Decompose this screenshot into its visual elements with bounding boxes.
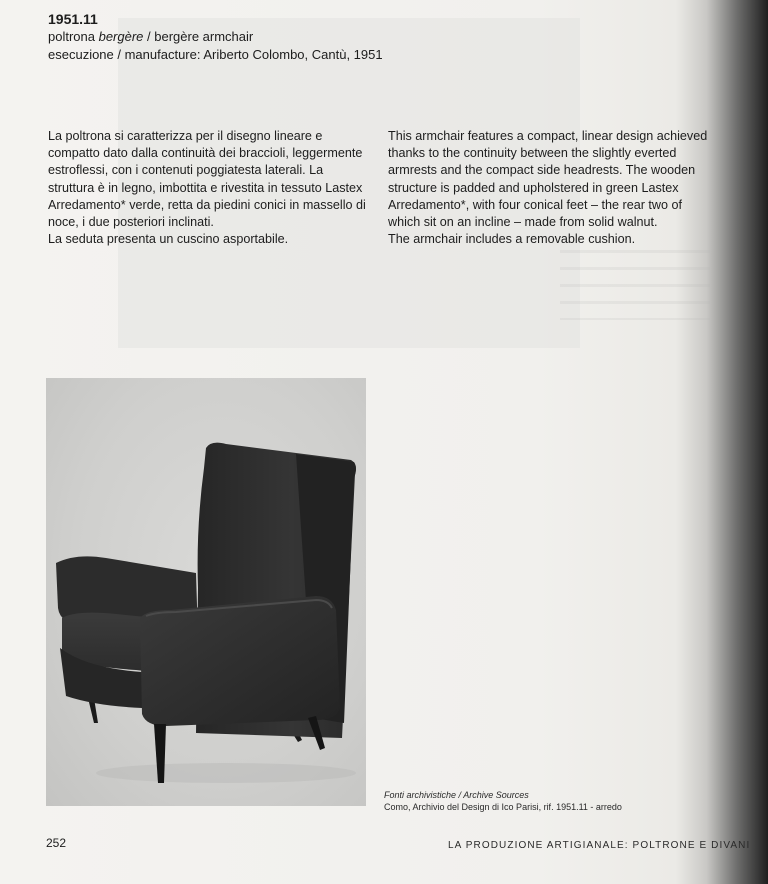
running-title: LA PRODUZIONE ARTIGIANALE: POLTRONE E DIVANI [448, 840, 751, 851]
entry-subtitle [48, 28, 408, 46]
entry-header [48, 10, 408, 64]
subtitle-italic: bergère [98, 29, 144, 44]
english-paragraph-1: This armchair features a compact, linear design achieved thanks to the continuity between the slightly everted armrests and the compact side headrests. The wooden structure is padded and upholstered in green Lastex Arredamento*, with four conical feet – the rear two of which sit on an incline – made from solid walnut. [388, 129, 708, 230]
italian-paragraph-2: La seduta presenta un cuscino asportabile. [48, 232, 289, 247]
sources-label: Fonti archivistiche / Archive Sources [384, 790, 529, 800]
armchair-photo [46, 378, 366, 806]
english-paragraph-2: The armchair includes a removable cushion. [388, 232, 636, 247]
entry-manufacture: esecuzione / manufacture: Ariberto Colombo, Cantù, 1951 [48, 47, 383, 62]
subtitle-suffix: / bergère armchair [143, 29, 254, 44]
armchair-illustration [46, 378, 366, 806]
bleed-through-text [560, 250, 710, 320]
italian-paragraph-1: La poltrona si caratterizza per il disegno lineare e compatto dato dalla continuità dei braccioli, leggermente estroflessi, con i contenuti poggiatesta laterali. La struttura è in legno, imbottita e rivestita in tessuto Lastex Arredamento* verde, retta da piedini conici in massello di noce, i due posteriori inclinati. [48, 129, 366, 230]
subtitle-prefix: poltrona [48, 29, 99, 44]
sources-reference: Como, Archivio del Design di Ico Parisi, rif. 1951.11 - arredo [384, 802, 622, 812]
entry-code: 1951.11 [48, 11, 98, 27]
italian-description [48, 128, 370, 248]
page-number: 252 [46, 836, 67, 850]
archive-sources [384, 789, 622, 813]
english-description [388, 128, 710, 248]
